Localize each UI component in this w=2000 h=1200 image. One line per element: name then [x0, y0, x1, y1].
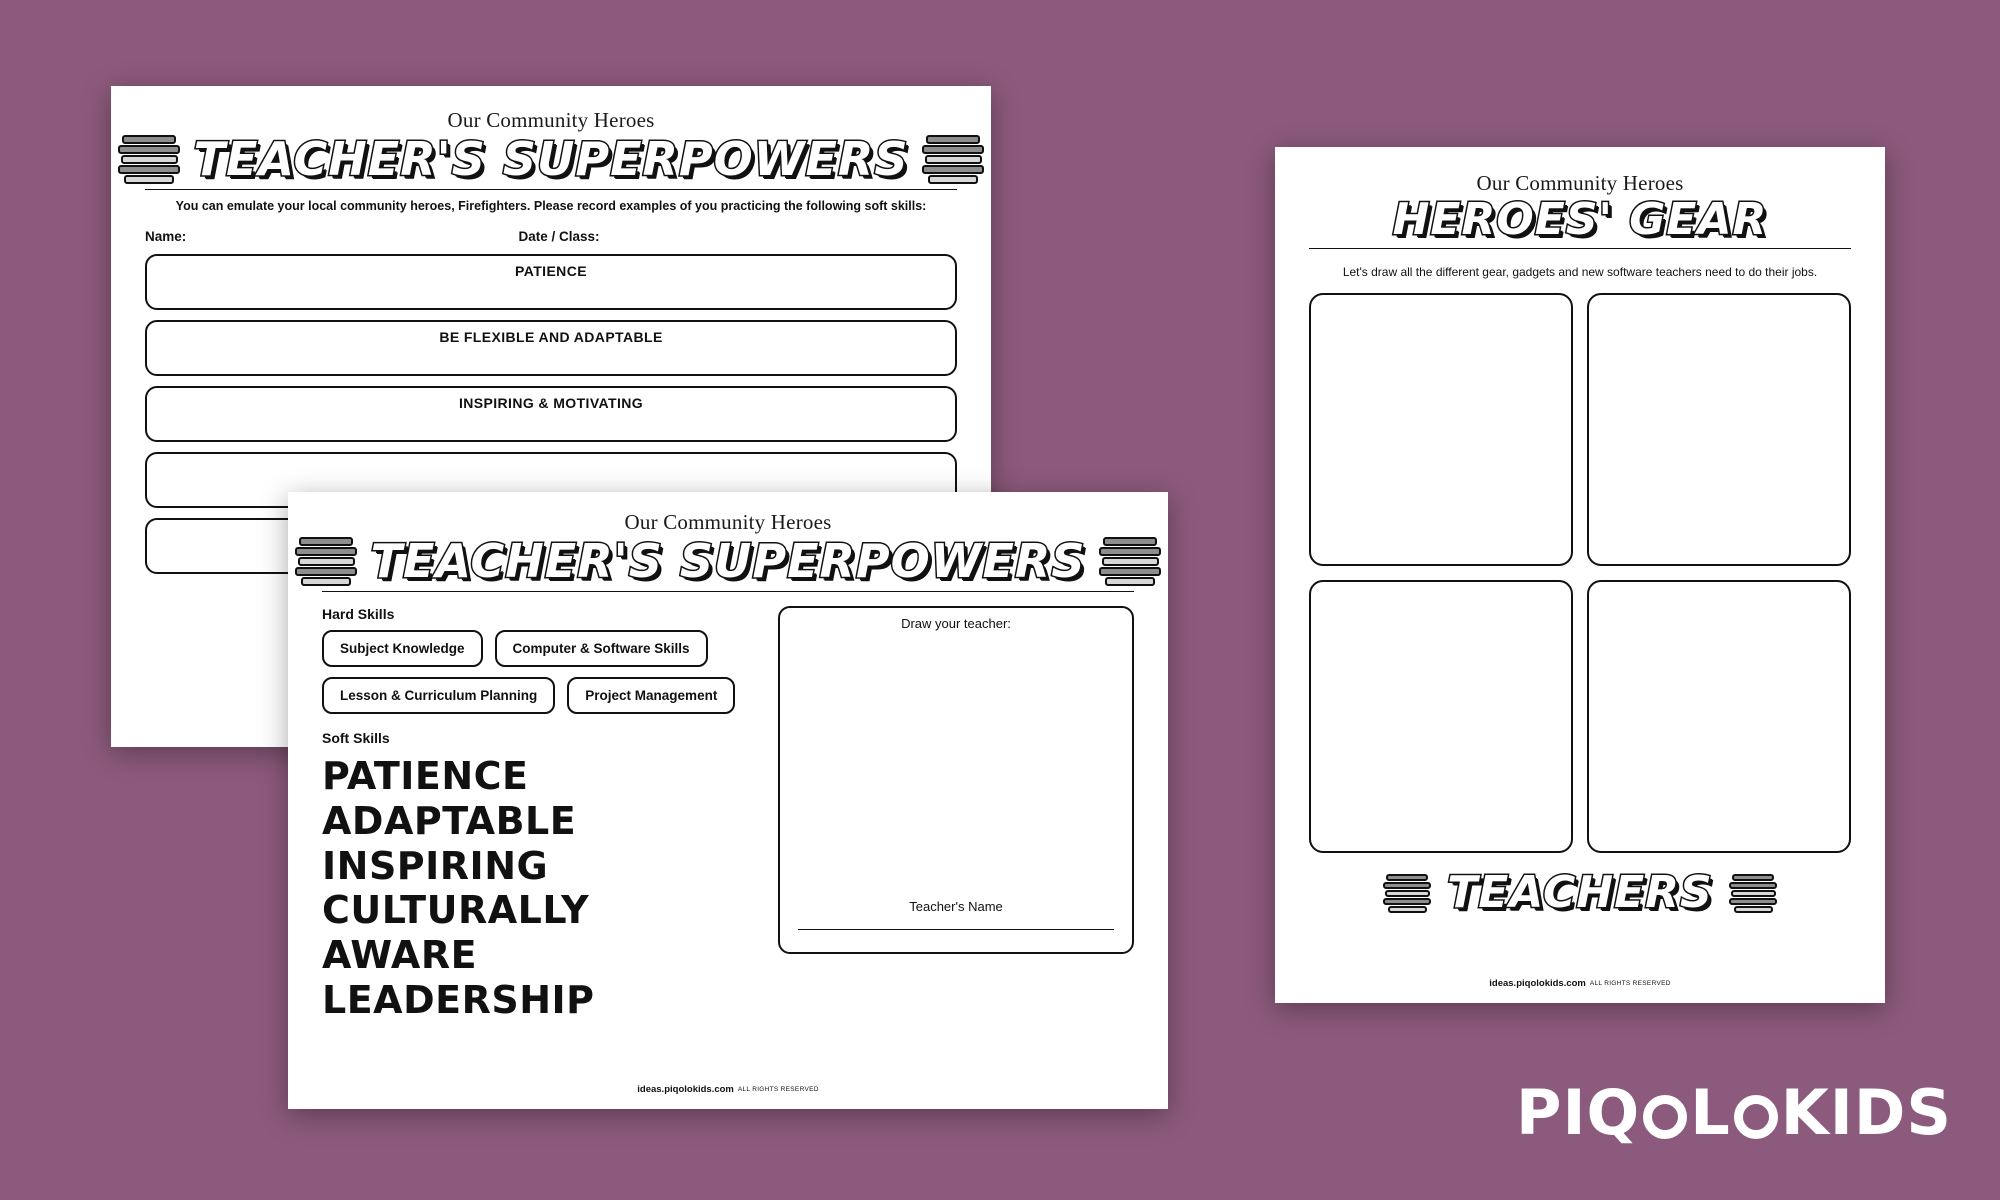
soft-skill-item: ADAPTABLE	[322, 798, 577, 843]
ring-o-icon	[1643, 1095, 1687, 1139]
book-stack-icon	[1729, 874, 1777, 912]
name-label: Name:	[145, 228, 187, 244]
brand-logo	[1516, 1076, 1952, 1149]
page-title: TEACHER'S SUPERPOWERS	[370, 534, 1086, 588]
worksheet-superpowers-skills[interactable]	[288, 492, 1168, 1109]
soft-skill-item: LEADERSHIP	[322, 978, 595, 1023]
teacher-drawing-box[interactable]	[778, 606, 1134, 954]
title-divider	[145, 189, 957, 190]
skills-column	[322, 606, 752, 1023]
hard-skill-pill[interactable]: Computer & Software Skills	[495, 630, 708, 667]
copyright-rights: ALL RIGHTS RESERVED	[1589, 980, 1671, 987]
brand-text-2: L	[1690, 1076, 1731, 1149]
gear-drawing-cell[interactable]	[1587, 293, 1851, 566]
soft-skills-label: Soft Skills	[322, 730, 390, 746]
hard-skill-pill[interactable]: Lesson & Curriculum Planning	[322, 677, 555, 714]
page-title: HEROES' GEAR	[1392, 194, 1768, 245]
page-title: TEACHER'S SUPERPOWERS	[193, 132, 909, 186]
title-row	[145, 132, 957, 186]
hard-skills-label: Hard Skills	[322, 606, 395, 622]
soft-skill-item: INSPIRING	[322, 843, 549, 888]
soft-skill-item: PATIENCE	[322, 754, 529, 798]
hard-skills-list	[322, 630, 752, 714]
page-kicker: Our Community Heroes	[1476, 171, 1684, 195]
book-stack-icon	[1099, 537, 1161, 585]
worksheet-body	[322, 606, 1134, 1023]
brand-text-1: PIQ	[1516, 1076, 1641, 1149]
page-kicker: Our Community Heroes	[624, 510, 832, 534]
teacher-name-caption: Teacher's Name	[909, 899, 1003, 914]
skill-box[interactable]: INSPIRING & MOTIVATING	[145, 386, 957, 442]
draw-caption: Draw your teacher:	[901, 616, 1011, 631]
ring-o-icon	[1734, 1095, 1778, 1139]
gear-drawing-cell[interactable]	[1309, 293, 1573, 566]
copyright-site: ideas.piqolokids.com	[1489, 978, 1586, 989]
book-stack-icon	[922, 135, 984, 183]
book-stack-icon	[118, 135, 180, 183]
title-divider	[322, 591, 1134, 592]
soft-skill-item: CULTURALLY AWARE	[322, 888, 590, 978]
footer-word: TEACHERS	[1447, 867, 1713, 918]
copyright	[288, 1084, 1168, 1095]
teacher-name-line[interactable]	[798, 929, 1114, 930]
copyright-site: ideas.piqolokids.com	[637, 1084, 734, 1095]
worksheet-heroes-gear[interactable]	[1275, 147, 1885, 1003]
footer-word-row	[1309, 867, 1851, 918]
drawing-column	[778, 606, 1134, 1023]
gear-drawing-cell[interactable]	[1587, 580, 1851, 853]
instructions-text: Let's draw all the different gear, gadgets and new software teachers need to do their jobs.	[1342, 265, 1818, 279]
title-divider	[1309, 248, 1851, 249]
hard-skill-pill[interactable]: Project Management	[567, 677, 735, 714]
gear-drawing-cell[interactable]	[1309, 580, 1573, 853]
gear-drawing-grid	[1309, 293, 1851, 853]
book-stack-icon	[1383, 874, 1431, 912]
skill-box[interactable]: BE FLEXIBLE AND ADAPTABLE	[145, 320, 957, 376]
title-row	[322, 534, 1134, 588]
brand-text-3: KIDS	[1780, 1076, 1952, 1149]
page-kicker: Our Community Heroes	[447, 108, 655, 132]
skill-box[interactable]: PATIENCE	[145, 254, 957, 310]
name-date-row	[145, 229, 957, 244]
title-row	[1309, 194, 1851, 245]
hard-skill-pill[interactable]: Subject Knowledge	[322, 630, 483, 667]
copyright-rights: ALL RIGHTS RESERVED	[737, 1086, 819, 1093]
instructions-text: You can emulate your local community heroes, Firefighters. Please record examples of you practicing the following soft skills:	[175, 199, 927, 213]
date-class-label: Date / Class:	[518, 228, 600, 244]
book-stack-icon	[295, 537, 357, 585]
copyright	[1275, 978, 1885, 989]
soft-skills-list	[322, 754, 752, 1023]
